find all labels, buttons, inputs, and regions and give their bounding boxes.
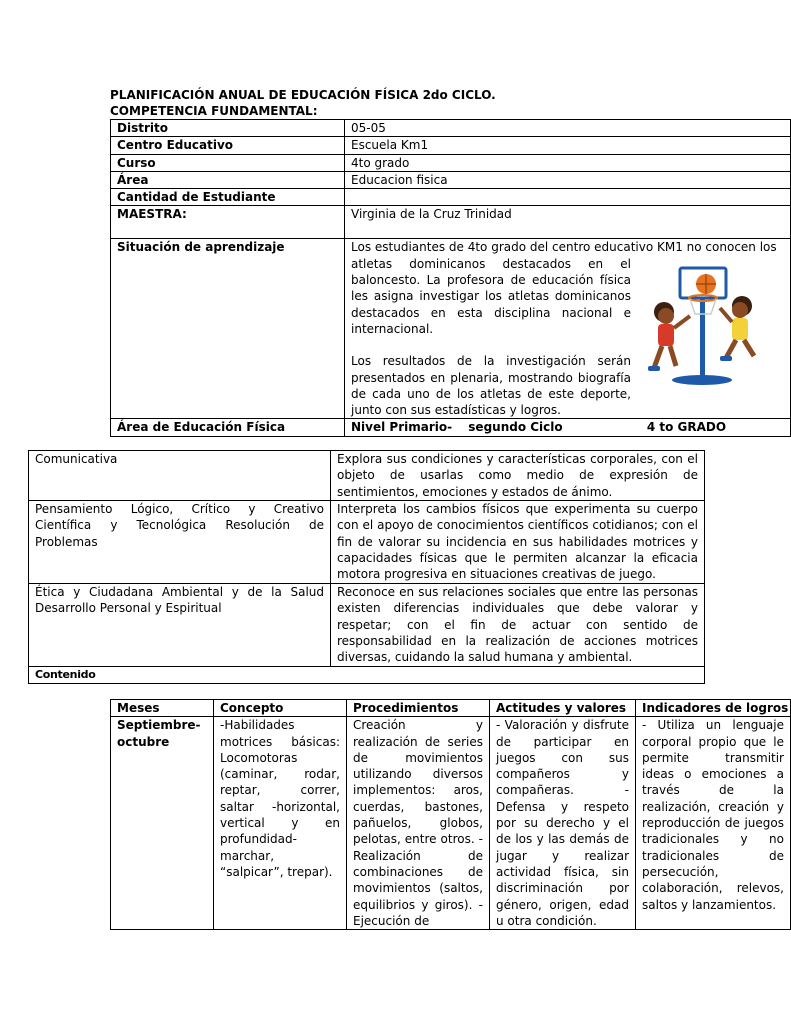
cantidad-value [345, 189, 791, 206]
child-left-shoe [648, 366, 660, 371]
area-label: Área [111, 171, 345, 188]
header-procedimientos: Procedimientos [347, 700, 490, 717]
situacion-paragraph-2: Los resultados de la investigación serán presentados en plenaria, mostrando biografía de cada uno de los atletas de este deporte, junto con sus estadísticas y logros. [351, 354, 631, 418]
cell-indicadores: - Utiliza un lenguaje corporal propio que le permite transmitir ideas o emociones a través de la realización, creación y reproducción de juegos tradicionales y no tradicionales de persecución, colaboración, relevos, saltos y lanzamientos. [636, 717, 791, 930]
curso-label: Curso [111, 154, 345, 171]
nivel-cell [345, 419, 791, 436]
competencia-desc: Explora sus condiciones y características corporales, con el objeto de usarlas como medio de expresión de sentimientos, emociones y estados de ánimo. [331, 451, 705, 501]
nivel-text: Nivel Primario- [351, 420, 453, 435]
distrito-label: Distrito [111, 120, 345, 137]
area-ef-label: Área de Educación Física [111, 419, 345, 436]
situacion-paragraph-1: atletas dominicanos destacados en el baloncesto. La profesora de educación física les asigna investigar los atletas dominicanos destacados en esta disciplina nacional e internacional. [351, 256, 631, 336]
hoop-pole [700, 298, 705, 380]
hoop-base [672, 375, 732, 385]
competencias-table [28, 450, 705, 684]
header-concepto: Concepto [214, 700, 347, 717]
child-left-arm [674, 316, 690, 328]
contenido-label: Contenido [29, 667, 705, 684]
plan-table [110, 699, 791, 930]
centro-value: Escuela Km1 [345, 137, 791, 154]
document-title [110, 87, 496, 119]
child-left-jersey [658, 324, 674, 346]
situacion-line-1: Los estudiantes de 4to grado del centro educativo KM1 no conocen los [351, 240, 777, 255]
cell-meses: Septiembre-octubre [111, 717, 214, 930]
child-right-arm [720, 308, 732, 322]
competencia-row [29, 451, 705, 501]
grado-text: 4 to GRADO [646, 420, 727, 435]
child-right-legs [726, 340, 754, 358]
curso-value: 4to grado [345, 154, 791, 171]
competencia-desc: Reconoce en sus relaciones sociales que entre las personas existen diferencias individuales que debe valorar y respetar; con el fin de actuar con sentido de responsabilidad en la realización de acciones motrices diversas, cuidando la salud humana y ambiental. [331, 584, 705, 667]
child-left-head [658, 308, 674, 324]
situacion-label: Situación de aprendizaje [111, 239, 345, 419]
cell-procedimientos [347, 717, 490, 930]
header-indicadores: Indicadores de logros [636, 700, 791, 717]
child-right-jersey [732, 318, 748, 340]
distrito-value: 05-05 [345, 120, 791, 137]
maestra-value: Virginia de la Cruz Trinidad [345, 206, 791, 239]
title-line-2: COMPETENCIA FUNDAMENTAL: [110, 104, 318, 118]
children-basketball-illustration [640, 268, 768, 388]
header-actitudes: Actitudes y valores [490, 700, 636, 717]
child-right-head [732, 302, 748, 318]
header-meses: Meses [111, 700, 214, 717]
child-right-shoe [720, 356, 732, 361]
centro-label: Centro Educativo [111, 137, 345, 154]
cell-concepto: -Habilidades motrices básicas: Locomotoras (caminar, rodar, reptar, correr, saltar -horizontal, vertical y en profundidad- marchar, “salpicar”, trepar). [214, 717, 347, 930]
cell-actitudes: - Valoración y disfrute de participar en juegos con sus compañeros y compañeras. - Defensa y respeto por su derecho y el de los y las demás de jugar y realizar actividad física, sin discriminación por género, origen, edad u otra condición. [490, 717, 636, 930]
plan-row [111, 717, 791, 930]
procedimientos-text: Creación y realización de series de movimientos utilizando diversos implementos: aros, cuerdas, bastones, pañuelos, globos, pelotas, entre otros. - Realización de combinaciones de movimientos (saltos, equilibrios y giros). - Ejecución de [353, 718, 483, 928]
competencia-row [29, 501, 705, 584]
child-left-legs [654, 346, 676, 368]
maestra-label: MAESTRA: [111, 206, 345, 239]
competencia-desc: Interpreta los cambios físicos que experimenta su cuerpo con el apoyo de conocimientos científicos cotidianos; con el fin de valorar su incidencia en sus habilidades motrices y capacidades físicas que le permiten alcanzar la eficacia motora progresiva en situaciones creativas de juego. [331, 501, 705, 584]
cantidad-label: Cantidad de Estudiante [111, 189, 345, 206]
competencia-name: Comunicativa [29, 451, 331, 501]
competencia-name: Pensamiento Lógico, Crítico y Creativo Científica y Tecnológica Resolución de Problemas [29, 501, 331, 584]
area-value: Educacion fisica [345, 171, 791, 188]
competencia-name: Ética y Ciudadana Ambiental y de la Salud Desarrollo Personal y Espiritual [29, 584, 331, 667]
title-line-1: PLANIFICACIÓN ANUAL DE EDUCACIÓN FÍSICA 2do CICLO. [110, 88, 496, 102]
ciclo-text: segundo Ciclo [468, 420, 563, 435]
competencia-row [29, 584, 705, 667]
